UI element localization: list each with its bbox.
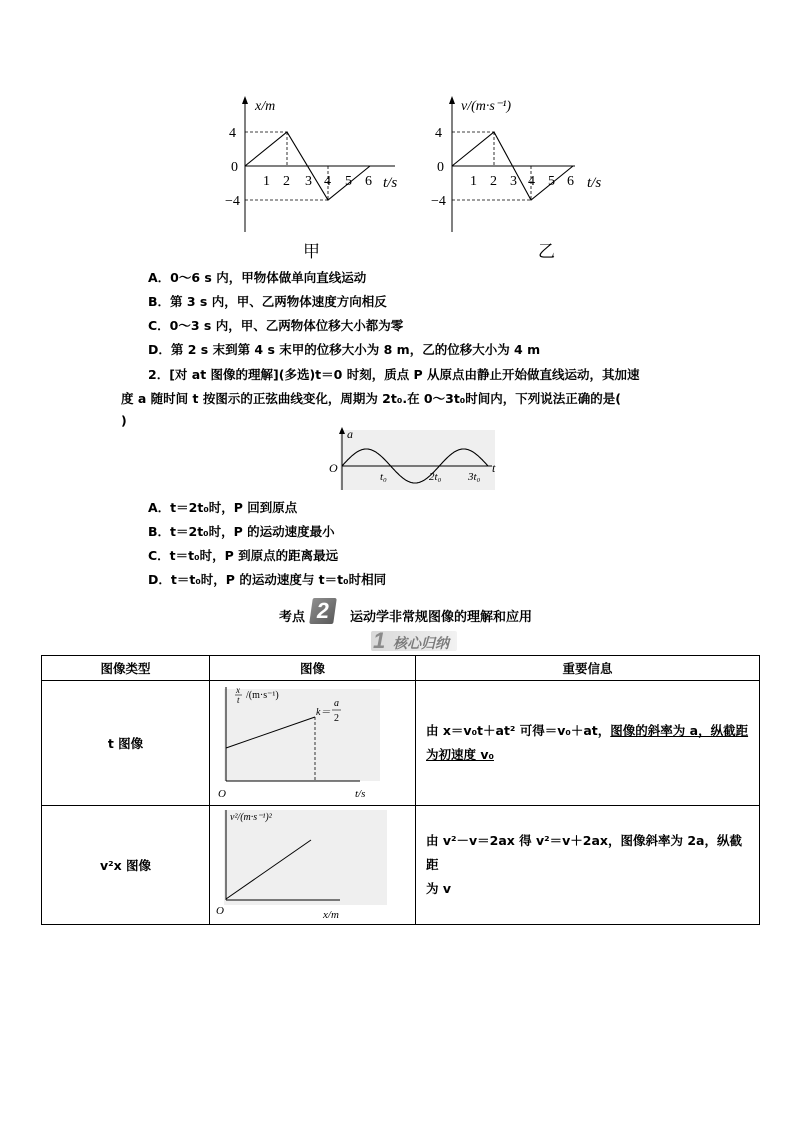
x-tick-5: 5 [548,174,555,189]
summary-table [41,655,760,925]
q2-option-c: C．t＝t₀时，P 到原点的距离最远 [148,548,339,563]
q1-option-c: C．0～3 s 内，甲、乙两物体位移大小都为零 [148,318,404,333]
x-axis-label: t/s [587,175,602,191]
q2-stem-line3: ) [121,413,127,428]
y-tick-0: 0 [437,160,444,175]
table-header-row [42,656,760,681]
q1-option-a: A．0～6 s 内，甲物体做单向直线运动 [148,270,367,285]
row1-info-b: 图像的斜率为 a，纵截距 [610,723,749,738]
x-tick-4: 4 [324,174,331,189]
x-tick-1: 1 [263,174,270,189]
x-tick-2: 2 [490,174,497,189]
header-graph: 图像 [210,656,416,681]
tick-t0: t₀ [380,471,387,483]
frac-num: x [236,685,240,695]
y-tick-4: 4 [435,126,442,141]
row1-info-a: 由 x＝v₀t＋at² 可得＝v₀＋at， [426,723,611,738]
section-title: 运动学非常规图像的理解和应用 [350,610,533,625]
q2-option-d: D．t＝t₀时，P 的运动速度与 t＝t₀时相同 [148,572,387,587]
figure-v-t-graph [425,92,625,237]
row1-info-c: 为初速度 v₀ [426,747,494,762]
table-row [42,806,760,925]
row2-info-a: 由 v²－v＝2ax 得 v²＝v＋2ax，图像斜率为 2a，纵截距 [426,833,742,872]
row2-info-b: 为 v [426,881,452,896]
t-axis-label: t [492,461,496,475]
y-axis-label: v²/(m·s⁻¹)² [230,812,272,823]
y-tick-minus4: −4 [431,194,446,209]
row1-type: t 图像 [42,681,210,806]
origin-label: O [218,788,226,800]
y-tick-0: 0 [231,160,238,175]
x-tick-6: 6 [567,174,574,189]
k-label: k＝ [316,707,331,718]
x-axis-label: t/s [355,788,366,800]
section-heading [0,598,800,628]
q1-option-b: B．第 3 s 内，甲、乙两物体速度方向相反 [148,294,387,309]
y-tick-4: 4 [229,126,236,141]
q2-stem-line1: 2．[对 at 图像的理解](多选)t＝0 时刻，质点 P 从原点由静止开始做直线运动，其加速 [148,367,640,382]
origin-label: O [329,461,338,475]
table-row [42,681,760,806]
frac-den: t [237,695,240,705]
y-axis-label: x/m [255,99,276,114]
origin-label: O [216,905,224,917]
q2-stem-line2: 度 a 随时间 t 按图示的正弦曲线变化，周期为 2t₀.在 0～3t₀时间内，下列说法正确的是( [121,391,621,406]
v2x-graph [210,806,415,921]
row2-info [416,806,760,925]
tick-3t0: 3t₀ [468,471,481,483]
row2-type: v²x 图像 [42,806,210,925]
y-tick-minus4: −4 [225,194,240,209]
xt-t-graph [210,681,415,802]
y-axis-unit: /(m·s⁻¹) [246,690,279,701]
row1-info [416,681,760,806]
q1-option-d: D．第 2 s 末到第 4 s 末甲的位移大小为 8 m，乙的位移大小为 4 m [148,342,541,357]
x-axis-label: x/m [323,909,339,921]
header-info: 重要信息 [416,656,760,681]
figure-x-t-graph [225,92,425,237]
row1-graph-cell [210,681,416,806]
subsection-title: 核心归纳 [393,636,449,652]
figure-caption-yi: 乙 [538,242,555,262]
x-tick-2: 2 [283,174,290,189]
q2-option-a: A．t＝2t₀时，P 回到原点 [148,500,298,515]
subsection-banner [371,628,457,653]
row2-graph-cell [210,806,416,925]
section-prefix: 考点 [279,610,306,625]
subsection-number: 1 [373,628,386,653]
x-tick-5: 5 [345,174,352,189]
q2-option-b: B．t＝2t₀时，P 的运动速度最小 [148,524,335,539]
x-tick-4: 4 [528,174,535,189]
x-axis-label: t/s [383,175,398,191]
figure-a-t-sine-graph [326,426,502,492]
a-axis-label: a [347,427,353,441]
k-frac-den: 2 [334,713,339,724]
section-number-badge: 2 [309,598,337,624]
figure-caption-jia: 甲 [303,242,320,262]
y-axis-label: v/(m·s⁻¹) [461,99,512,114]
tick-2t0: 2t₀ [429,471,442,483]
x-tick-3: 3 [510,174,517,189]
x-tick-3: 3 [305,174,312,189]
x-tick-6: 6 [365,174,372,189]
k-frac-num: a [334,698,339,709]
x-tick-1: 1 [470,174,477,189]
header-type: 图像类型 [42,656,210,681]
